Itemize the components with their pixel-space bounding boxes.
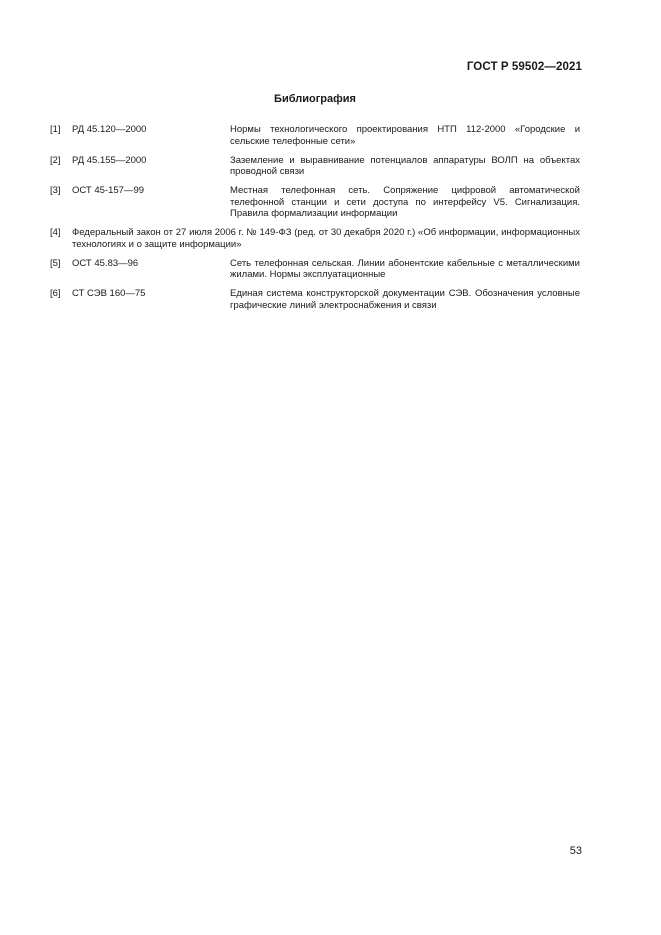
entry-description: Федеральный закон от 27 июля 2006 г. № 149-ФЗ (ред. от 30 декабря 2020 г.) «Об информации, информационных технологиях и о защите информации»	[72, 227, 580, 250]
entry-number: [2]	[50, 154, 61, 166]
bibliography-title: Библиография	[274, 93, 356, 105]
entry-number: [3]	[50, 185, 61, 196]
entry-description: Заземление и выравнивание потенциалов аппаратуры ВОЛП на объектах проводной связи	[230, 154, 580, 177]
entry-code: ОСТ 45-157—99	[72, 185, 145, 196]
document-code: ГОСТ Р 59502—2021	[466, 61, 582, 73]
entry-description: Единая система конструкторской документации СЭВ. Обозначения условные графические линий электроснабжения и связи	[230, 288, 580, 311]
entry-number: [1]	[50, 124, 61, 135]
bibliography-entry-2	[50, 155, 580, 178]
entry-number: [6]	[50, 288, 61, 299]
entry-code: СТ СЭВ 160—75	[72, 288, 146, 299]
entry-number: [4]	[50, 227, 61, 238]
entry-description: Нормы технологического проектирования НТП 112-2000 «Городские и сельские телефонные сети»	[230, 124, 580, 147]
entry-code: РД 45.155—2000	[72, 154, 147, 166]
page-number: 53	[569, 845, 582, 857]
entry-number: [5]	[50, 257, 61, 269]
bibliography-entry-4	[50, 227, 580, 250]
bibliography-entry-3	[50, 185, 580, 220]
entry-description: Местная телефонная сеть. Сопряжение цифровой автоматической телефонной станции и сети доступа по интерфейсу V5. Сигнализация. Правила формализации информации	[230, 185, 580, 219]
entry-code: РД 45.120—2000	[72, 124, 147, 135]
entry-code: ОСТ 45.83—96	[72, 257, 139, 269]
bibliography-list	[50, 124, 580, 319]
bibliography-entry-6	[50, 288, 580, 311]
entry-description: Сеть телефонная сельская. Линии абонентские кабельные с металлическими жилами. Нормы эксплуатационные	[230, 257, 580, 280]
bibliography-entry-5	[50, 258, 580, 281]
bibliography-entry-1	[50, 124, 580, 147]
